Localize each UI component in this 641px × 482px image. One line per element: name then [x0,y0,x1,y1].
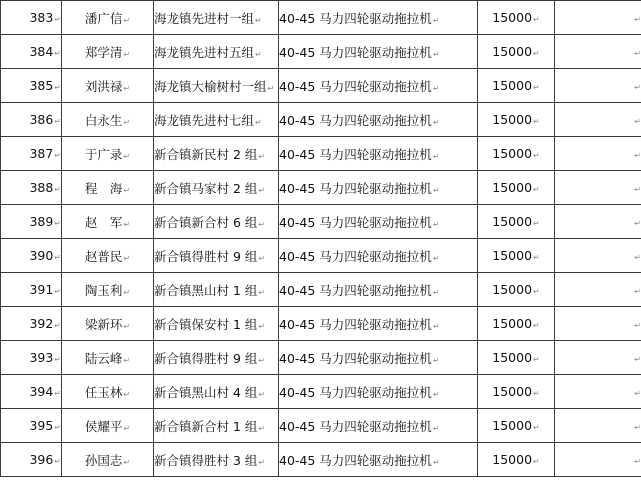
name-cell-text: 陆云峰 [84,350,123,366]
row-number-cell [1,171,62,205]
paragraph-mark-icon: ↵ [533,253,540,262]
name-cell-text: 郑学清 [84,44,123,60]
paragraph-mark-icon: ↵ [54,219,61,228]
paragraph-mark-icon: ↵ [54,185,61,194]
paragraph-mark-icon: ↵ [634,389,641,398]
address-cell-text: 海龙镇大榆树村一组 [154,78,267,94]
machine-model-cell [279,443,478,477]
paragraph-mark-icon: ↵ [634,423,641,432]
paragraph-mark-icon: ↵ [634,219,641,228]
paragraph-mark-icon: ↵ [54,321,61,330]
name-cell [62,137,154,171]
paragraph-mark-icon: ↵ [432,287,440,297]
address-cell [154,35,279,69]
row-number-cell [1,239,62,273]
subsidy-amount-cell [478,35,555,69]
subsidy-amount-cell-text: 15000 [492,180,533,195]
name-cell-text: 刘洪禄 [84,78,123,94]
table-row [1,443,641,477]
subsidy-amount-cell-text: 15000 [492,78,533,93]
paragraph-mark-icon: ↵ [267,83,275,93]
paragraph-mark-icon: ↵ [258,423,266,433]
row-number-cell-text: 390 [29,248,54,263]
paragraph-mark-icon: ↵ [123,185,131,195]
paragraph-mark-icon: ↵ [54,49,61,58]
name-cell [62,307,154,341]
row-number-cell-text: 396 [29,452,54,467]
address-cell-text: 新合镇得胜村 9 组 [154,350,258,366]
name-cell-text: 于广录 [84,146,123,162]
paragraph-mark-icon: ↵ [432,321,440,331]
row-number-cell [1,69,62,103]
address-cell [154,409,279,443]
subsidy-amount-cell-text: 15000 [492,384,533,399]
address-cell-text: 海龙镇先进村一组 [154,10,255,26]
remark-cell [555,239,641,273]
paragraph-mark-icon: ↵ [432,83,440,93]
subsidy-amount-cell-text: 15000 [492,248,533,263]
subsidy-amount-cell-text: 15000 [492,350,533,365]
row-number-cell [1,409,62,443]
table-row [1,375,641,409]
paragraph-mark-icon: ↵ [255,49,262,59]
paragraph-mark-icon: ↵ [123,151,131,161]
paragraph-mark-icon: ↵ [258,321,266,331]
machine-model-cell [279,69,478,103]
paragraph-mark-icon: ↵ [533,423,540,432]
table-row [1,137,641,171]
name-cell [62,409,154,443]
paragraph-mark-icon: ↵ [634,151,641,160]
name-cell [62,103,154,137]
paragraph-mark-icon: ↵ [54,389,61,398]
table-row [1,307,641,341]
paragraph-mark-icon: ↵ [634,457,641,466]
table-row [1,1,641,35]
subsidy-amount-cell [478,443,555,477]
paragraph-mark-icon: ↵ [123,423,131,433]
machine-model-cell-text: 40-45 马力四轮驱动拖拉机 [279,78,432,94]
remark-cell [555,341,641,375]
name-cell-text: 孙国志 [84,452,123,468]
address-cell [154,137,279,171]
paragraph-mark-icon: ↵ [533,83,540,92]
remark-cell [555,273,641,307]
name-cell-text: 白永生 [84,112,123,128]
subsidy-amount-cell [478,307,555,341]
table-row [1,409,641,443]
subsidy-amount-cell-text: 15000 [492,316,533,331]
paragraph-mark-icon: ↵ [123,389,131,399]
subsidy-amount-cell [478,137,555,171]
paragraph-mark-icon: ↵ [123,287,131,297]
name-cell [62,35,154,69]
subsidy-amount-cell [478,341,555,375]
paragraph-mark-icon: ↵ [432,49,440,59]
paragraph-mark-icon: ↵ [54,355,61,364]
row-number-cell-text: 386 [29,112,54,127]
paragraph-mark-icon: ↵ [258,389,266,399]
paragraph-mark-icon: ↵ [54,423,61,432]
row-number-cell-text: 387 [29,146,54,161]
subsidy-amount-cell-text: 15000 [492,452,533,467]
paragraph-mark-icon: ↵ [123,457,131,467]
subsidy-amount-cell [478,205,555,239]
paragraph-mark-icon: ↵ [634,117,641,126]
address-cell [154,205,279,239]
name-cell-text: 梁新环 [84,316,123,332]
row-number-cell-text: 394 [29,384,54,399]
name-cell-text: 赵普民 [84,248,123,264]
machine-model-cell-text: 40-45 马力四轮驱动拖拉机 [279,10,432,26]
table-row [1,205,641,239]
address-cell [154,69,279,103]
address-cell-text: 新合镇新合村 1 组 [154,418,258,434]
address-cell-text: 新合镇黑山村 1 组 [154,282,258,298]
machine-model-cell-text: 40-45 马力四轮驱动拖拉机 [279,146,432,162]
row-number-cell [1,341,62,375]
paragraph-mark-icon: ↵ [54,15,61,24]
name-cell-text: 程 海 [84,180,123,196]
paragraph-mark-icon: ↵ [634,15,641,24]
paragraph-mark-icon: ↵ [634,321,641,330]
row-number-cell [1,443,62,477]
machine-model-cell [279,35,478,69]
address-cell [154,273,279,307]
subsidy-amount-cell [478,1,555,35]
machine-model-cell [279,375,478,409]
name-cell [62,239,154,273]
machine-model-cell [279,409,478,443]
machine-model-cell [279,341,478,375]
machine-model-cell-text: 40-45 马力四轮驱动拖拉机 [279,112,432,128]
paragraph-mark-icon: ↵ [123,117,131,127]
paragraph-mark-icon: ↵ [533,151,540,160]
paragraph-mark-icon: ↵ [432,219,440,229]
paragraph-mark-icon: ↵ [533,117,540,126]
row-number-cell [1,205,62,239]
machine-model-cell [279,307,478,341]
address-cell-text: 海龙镇先进村五组 [154,44,255,60]
remark-cell [555,443,641,477]
table-row [1,69,641,103]
paragraph-mark-icon: ↵ [258,355,266,365]
row-number-cell-text: 392 [29,316,54,331]
row-number-cell-text: 384 [29,44,54,59]
paragraph-mark-icon: ↵ [258,457,266,467]
address-cell-text: 新合镇保安村 1 组 [154,316,258,332]
subsidy-amount-cell [478,273,555,307]
machine-model-cell [279,171,478,205]
subsidy-amount-cell [478,239,555,273]
row-number-cell-text: 383 [29,10,54,25]
paragraph-mark-icon: ↵ [123,355,131,365]
subsidy-amount-cell [478,375,555,409]
paragraph-mark-icon: ↵ [54,117,61,126]
machine-model-cell [279,205,478,239]
address-cell [154,239,279,273]
name-cell [62,1,154,35]
paragraph-mark-icon: ↵ [533,389,540,398]
row-number-cell [1,137,62,171]
paragraph-mark-icon: ↵ [54,83,61,92]
remark-cell [555,205,641,239]
address-cell-text: 新合镇得胜村 9 组 [154,248,258,264]
row-number-cell-text: 389 [29,214,54,229]
paragraph-mark-icon: ↵ [258,151,266,161]
address-cell-text: 新合镇得胜村 3 组 [154,452,258,468]
name-cell-text: 侯耀平 [84,418,123,434]
paragraph-mark-icon: ↵ [123,83,131,93]
machine-model-cell-text: 40-45 马力四轮驱动拖拉机 [279,214,432,230]
paragraph-mark-icon: ↵ [54,457,61,466]
name-cell [62,341,154,375]
paragraph-mark-icon: ↵ [533,355,540,364]
address-cell-text: 新合镇黑山村 4 组 [154,384,258,400]
address-cell [154,443,279,477]
subsidy-amount-cell-text: 15000 [492,112,533,127]
paragraph-mark-icon: ↵ [533,287,540,296]
paragraph-mark-icon: ↵ [432,117,440,127]
paragraph-mark-icon: ↵ [634,83,641,92]
address-cell [154,375,279,409]
paragraph-mark-icon: ↵ [258,253,266,263]
machine-model-cell [279,137,478,171]
remark-cell [555,69,641,103]
paragraph-mark-icon: ↵ [533,49,540,58]
table-row [1,35,641,69]
paragraph-mark-icon: ↵ [54,287,61,296]
row-number-cell-text: 393 [29,350,54,365]
paragraph-mark-icon: ↵ [634,185,641,194]
table-row [1,171,641,205]
table-row [1,273,641,307]
paragraph-mark-icon: ↵ [432,253,440,263]
table-body [1,1,641,477]
row-number-cell-text: 391 [29,282,54,297]
machine-model-cell [279,1,478,35]
address-cell [154,103,279,137]
address-cell-text: 新合镇新民村 2 组 [154,146,258,162]
paragraph-mark-icon: ↵ [533,15,540,24]
machine-model-cell-text: 40-45 马力四轮驱动拖拉机 [279,452,432,468]
paragraph-mark-icon: ↵ [533,185,540,194]
paragraph-mark-icon: ↵ [432,151,440,161]
row-number-cell-text: 385 [29,78,54,93]
machine-model-cell-text: 40-45 马力四轮驱动拖拉机 [279,418,432,434]
paragraph-mark-icon: ↵ [54,151,61,160]
paragraph-mark-icon: ↵ [634,49,641,58]
paragraph-mark-icon: ↵ [432,457,440,467]
subsidy-amount-cell [478,69,555,103]
remark-cell [555,307,641,341]
machine-model-cell [279,239,478,273]
subsidy-amount-cell-text: 15000 [492,10,533,25]
remark-cell [555,1,641,35]
paragraph-mark-icon: ↵ [533,321,540,330]
row-number-cell [1,1,62,35]
remark-cell [555,103,641,137]
table-row [1,341,641,375]
machine-model-cell-text: 40-45 马力四轮驱动拖拉机 [279,384,432,400]
address-cell-text: 新合镇马家村 2 组 [154,180,258,196]
paragraph-mark-icon: ↵ [634,253,641,262]
subsidy-amount-cell-text: 15000 [492,146,533,161]
subsidy-amount-cell-text: 15000 [492,282,533,297]
subsidy-amount-cell [478,409,555,443]
row-number-cell-text: 395 [29,418,54,433]
name-cell-text: 潘广信 [84,10,123,26]
machine-model-cell [279,103,478,137]
paragraph-mark-icon: ↵ [432,15,440,25]
remark-cell [555,409,641,443]
paragraph-mark-icon: ↵ [255,117,262,127]
address-cell [154,171,279,205]
row-number-cell [1,375,62,409]
machine-model-cell-text: 40-45 马力四轮驱动拖拉机 [279,350,432,366]
row-number-cell [1,307,62,341]
machine-model-cell-text: 40-45 马力四轮驱动拖拉机 [279,180,432,196]
paragraph-mark-icon: ↵ [54,253,61,262]
name-cell-text: 赵 军 [84,214,123,230]
name-cell-text: 陶玉利 [84,282,123,298]
address-cell [154,341,279,375]
address-cell-text: 新合镇新合村 6 组 [154,214,258,230]
name-cell [62,443,154,477]
paragraph-mark-icon: ↵ [255,15,262,25]
table-row [1,239,641,273]
paragraph-mark-icon: ↵ [533,457,540,466]
paragraph-mark-icon: ↵ [533,219,540,228]
subsidy-amount-cell [478,171,555,205]
paragraph-mark-icon: ↵ [634,355,641,364]
row-number-cell [1,35,62,69]
machine-model-cell-text: 40-45 马力四轮驱动拖拉机 [279,282,432,298]
address-cell [154,1,279,35]
paragraph-mark-icon: ↵ [123,219,131,229]
machine-model-cell-text: 40-45 马力四轮驱动拖拉机 [279,44,432,60]
remark-cell [555,375,641,409]
machine-model-cell-text: 40-45 马力四轮驱动拖拉机 [279,316,432,332]
paragraph-mark-icon: ↵ [258,219,266,229]
subsidy-amount-cell-text: 15000 [492,44,533,59]
remark-cell [555,171,641,205]
table-row [1,103,641,137]
name-cell [62,273,154,307]
subsidy-amount-cell [478,103,555,137]
name-cell [62,205,154,239]
address-cell [154,307,279,341]
address-cell-text: 海龙镇先进村七组 [154,112,255,128]
name-cell [62,375,154,409]
name-cell-text: 任玉林 [84,384,123,400]
paragraph-mark-icon: ↵ [123,321,131,331]
name-cell [62,69,154,103]
row-number-cell [1,273,62,307]
paragraph-mark-icon: ↵ [123,253,131,263]
paragraph-mark-icon: ↵ [258,185,266,195]
subsidy-amount-cell-text: 15000 [492,214,533,229]
machine-model-cell-text: 40-45 马力四轮驱动拖拉机 [279,248,432,264]
paragraph-mark-icon: ↵ [123,15,131,25]
row-number-cell [1,103,62,137]
paragraph-mark-icon: ↵ [432,355,440,365]
name-cell [62,171,154,205]
subsidy-amount-cell-text: 15000 [492,418,533,433]
machine-model-cell [279,273,478,307]
paragraph-mark-icon: ↵ [123,49,131,59]
paragraph-mark-icon: ↵ [432,389,440,399]
remark-cell [555,35,641,69]
row-number-cell-text: 388 [29,180,54,195]
remark-cell [555,137,641,171]
paragraph-mark-icon: ↵ [258,287,266,297]
paragraph-mark-icon: ↵ [432,423,440,433]
paragraph-mark-icon: ↵ [634,287,641,296]
paragraph-mark-icon: ↵ [432,185,440,195]
